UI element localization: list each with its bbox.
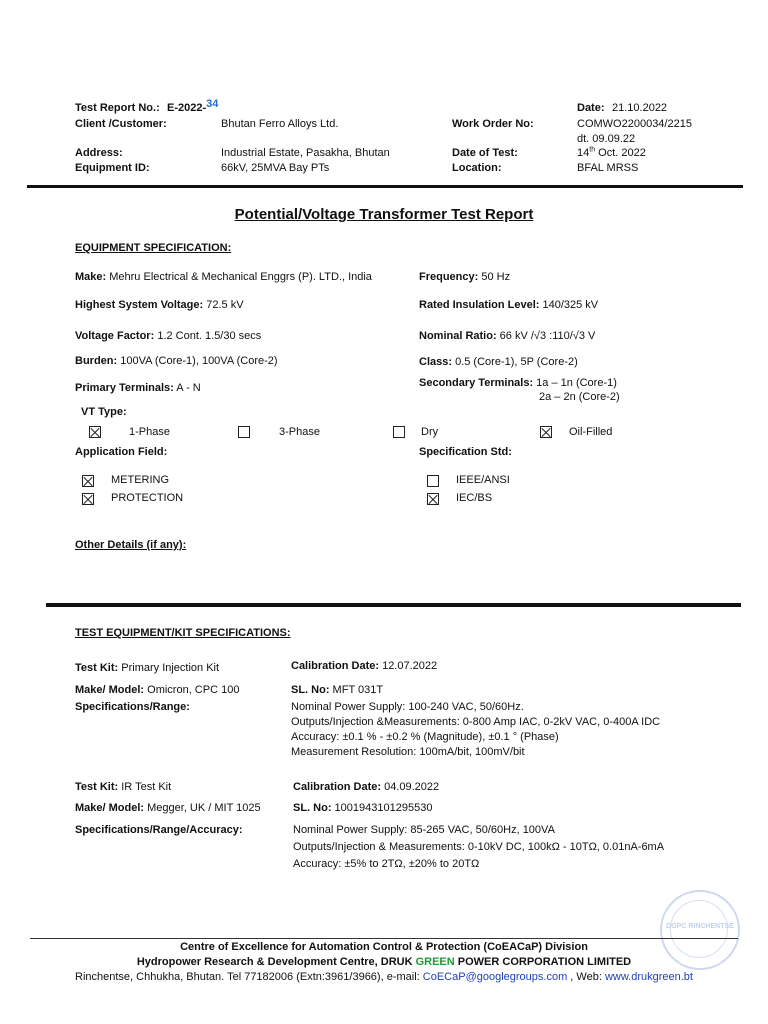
- kit2-name-row: [75, 780, 171, 794]
- ril-value: 140/325 kV: [539, 299, 599, 311]
- secondary-terminals-row: [419, 376, 617, 390]
- equipment-spec-heading: EQUIPMENT SPECIFICATION:: [75, 242, 232, 254]
- kit1-model-row: [75, 683, 239, 697]
- kit1-spec-label: Specifications/Range:: [75, 701, 190, 713]
- kit2-spec-line: Outputs/Injection & Measurements: 0-10kV DC, 100kΩ - 10TΩ, 0.01nA-6mA: [293, 841, 665, 853]
- report-no-label: Test Report No.:: [75, 102, 160, 114]
- kit1-model-label: Make/ Model:: [75, 684, 145, 696]
- header-divider: [27, 185, 743, 188]
- frequency-row: [419, 270, 510, 284]
- nominal-ratio-row: [419, 329, 595, 343]
- frequency-value: 50 Hz: [478, 271, 511, 283]
- burden-row: [75, 354, 278, 368]
- work-order-value: COMWO2200034/2215: [577, 118, 692, 130]
- report-no-value: [167, 98, 219, 115]
- kit2-serial-row: [293, 801, 432, 815]
- footer-org-green: GREEN: [415, 956, 455, 968]
- footer-org-suffix: POWER CORPORATION LIMITED: [454, 956, 632, 968]
- footer-divider: [30, 938, 738, 939]
- report-no-prefix: E-2022-: [167, 102, 207, 114]
- address-value: Industrial Estate, Pasakha, Bhutan: [221, 147, 390, 159]
- kit1-name-label: Test Kit:: [75, 662, 119, 674]
- stamp-text: DGPC RINCHENTSE: [666, 923, 734, 930]
- kit1-name-row: [75, 661, 219, 675]
- vt-type-3phase-checkbox[interactable]: [238, 426, 250, 438]
- date-of-test-suffix: th: [589, 146, 596, 154]
- vt-type-dry-label: Dry: [421, 426, 439, 438]
- test-equipment-heading: TEST EQUIPMENT/KIT SPECIFICATIONS:: [75, 627, 291, 639]
- make-label: Make:: [75, 271, 107, 283]
- kit2-calibration-value: 04.09.2022: [381, 781, 440, 793]
- kit2-calibration-label: Calibration Date:: [293, 781, 382, 793]
- page-title: Potential/Voltage Transformer Test Report: [234, 206, 534, 223]
- location-label: Location:: [452, 162, 502, 174]
- voltage-factor-label: Voltage Factor:: [75, 330, 155, 342]
- kit1-serial-value: MFT 031T: [329, 684, 384, 696]
- voltage-factor-row: [75, 329, 261, 343]
- section-divider: [46, 603, 741, 607]
- location-value: BFAL MRSS: [577, 162, 639, 174]
- iec-bs-checkbox[interactable]: [427, 493, 439, 505]
- report-no-number: 34: [206, 98, 219, 110]
- kit2-spec-line: Accuracy: ±5% to 2TΩ, ±20% to 20TΩ: [293, 858, 480, 870]
- nominal-ratio-label: Nominal Ratio:: [419, 330, 497, 342]
- metering-label: METERING: [111, 474, 170, 486]
- kit1-name-value: Primary Injection Kit: [118, 662, 220, 674]
- class-value: 0.5 (Core-1), 5P (Core-2): [452, 356, 578, 368]
- metering-checkbox[interactable]: [82, 475, 94, 487]
- footer-contact: [0, 970, 768, 984]
- vt-type-3phase-label: 3-Phase: [279, 426, 320, 438]
- primary-terminals-label: Primary Terminals:: [75, 382, 174, 394]
- kit1-spec-line: Nominal Power Supply: 100-240 VAC, 50/60Hz.: [291, 701, 524, 713]
- primary-terminals-row: [75, 381, 201, 395]
- protection-checkbox[interactable]: [82, 493, 94, 505]
- kit1-serial-row: [291, 683, 383, 697]
- kit2-calibration-row: [293, 780, 439, 794]
- make-value: Mehru Electrical & Mechanical Enggrs (P). LTD., India: [106, 271, 372, 283]
- kit2-spec-label: Specifications/Range/Accuracy:: [75, 824, 243, 836]
- class-label: Class:: [419, 356, 453, 368]
- iec-bs-label: IEC/BS: [456, 492, 493, 504]
- burden-value: 100VA (Core-1), 100VA (Core-2): [117, 355, 278, 367]
- specification-std-label: Specification Std:: [419, 446, 512, 458]
- frequency-label: Frequency:: [419, 271, 479, 283]
- work-order-date: dt. 09.09.22: [577, 133, 636, 145]
- kit1-calibration-label: Calibration Date:: [291, 660, 380, 672]
- ril-label: Rated Insulation Level:: [419, 299, 540, 311]
- footer-organization: [0, 955, 768, 969]
- application-field-label: Application Field:: [75, 446, 168, 458]
- kit2-model-value: Megger, UK / MIT 1025: [144, 802, 261, 814]
- footer-org-prefix: Hydropower Research & Development Centre, DRUK: [136, 956, 416, 968]
- ieee-ansi-label: IEEE/ANSI: [456, 474, 510, 486]
- secondary-terminals-value-1: 1a – 1n (Core-1): [533, 377, 617, 389]
- client-label: Client /Customer:: [75, 118, 167, 130]
- kit2-name-label: Test Kit:: [75, 781, 119, 793]
- footer-division: Centre of Excellence for Automation Control & Protection (CoEACaP) Division: [180, 941, 588, 953]
- kit2-model-row: [75, 801, 261, 815]
- kit1-calibration-row: [291, 659, 437, 673]
- equipment-id-value: 66kV, 25MVA Bay PTs: [221, 162, 330, 174]
- kit2-spec-line: Nominal Power Supply: 85-265 VAC, 50/60Hz, 100VA: [293, 824, 555, 836]
- kit1-calibration-value: 12.07.2022: [379, 660, 438, 672]
- vt-type-label: VT Type:: [81, 406, 127, 418]
- voltage-factor-value: 1.2 Cont. 1.5/30 secs: [154, 330, 262, 342]
- hsv-label: Highest System Voltage:: [75, 299, 204, 311]
- date-of-test-label: Date of Test:: [452, 147, 518, 159]
- vt-type-oil-filled-checkbox[interactable]: [540, 426, 552, 438]
- vt-type-oil-filled-label: Oil-Filled: [569, 426, 613, 438]
- vt-type-1phase-checkbox[interactable]: [89, 426, 101, 438]
- address-label: Address:: [75, 147, 123, 159]
- make-row: [75, 270, 372, 284]
- kit1-spec-line: Outputs/Injection &Measurements: 0-800 Amp IAC, 0-2kV VAC, 0-400A IDC: [291, 716, 661, 728]
- burden-label: Burden:: [75, 355, 118, 367]
- kit2-name-value: IR Test Kit: [118, 781, 172, 793]
- date-of-test-value: [577, 146, 646, 160]
- class-row: [419, 355, 578, 369]
- footer-email-link[interactable]: CoECaP@googlegroups.com: [422, 971, 568, 983]
- date-of-test-day: 14: [577, 147, 590, 159]
- footer-contact-prefix: Rinchentse, Chhukha, Bhutan. Tel 77182006 (Extn:3961/3966), e-mail:: [75, 971, 423, 983]
- secondary-terminals-label: Secondary Terminals:: [419, 377, 534, 389]
- kit2-serial-value: 1001943101295530: [331, 802, 433, 814]
- kit2-model-label: Make/ Model:: [75, 802, 145, 814]
- kit1-serial-label: SL. No:: [291, 684, 330, 696]
- date-of-test-month-year: Oct. 2022: [595, 147, 646, 159]
- equipment-id-label: Equipment ID:: [75, 162, 150, 174]
- kit2-serial-label: SL. No:: [293, 802, 332, 814]
- kit1-model-value: Omicron, CPC 100: [144, 684, 240, 696]
- other-details-label: Other Details (if any):: [75, 539, 187, 551]
- primary-terminals-value: A - N: [173, 382, 201, 394]
- vt-type-1phase-label: 1-Phase: [129, 426, 170, 438]
- footer-web-link[interactable]: www.drukgreen.bt: [604, 971, 693, 983]
- secondary-terminals-value-2: 2a – 2n (Core-2): [539, 391, 620, 403]
- kit1-spec-line: Accuracy: ±0.1 % - ±0.2 % (Magnitude), ±0.1 ° (Phase): [291, 731, 559, 743]
- hsv-value: 72.5 kV: [203, 299, 244, 311]
- client-value: Bhutan Ferro Alloys Ltd.: [221, 118, 339, 130]
- hsv-row: [75, 298, 244, 312]
- footer-web-label: , Web:: [567, 971, 605, 983]
- nominal-ratio-value: 66 kV /√3 :110/√3 V: [496, 330, 596, 342]
- kit1-spec-line: Measurement Resolution: 100mA/bit, 100mV/bit: [291, 746, 525, 758]
- vt-type-dry-checkbox[interactable]: [393, 426, 405, 438]
- ieee-ansi-checkbox[interactable]: [427, 475, 439, 487]
- ril-row: [419, 298, 598, 312]
- date-label: Date:: [577, 102, 605, 114]
- date-value: 21.10.2022: [612, 102, 668, 114]
- protection-label: PROTECTION: [111, 492, 184, 504]
- work-order-label: Work Order No:: [452, 118, 534, 130]
